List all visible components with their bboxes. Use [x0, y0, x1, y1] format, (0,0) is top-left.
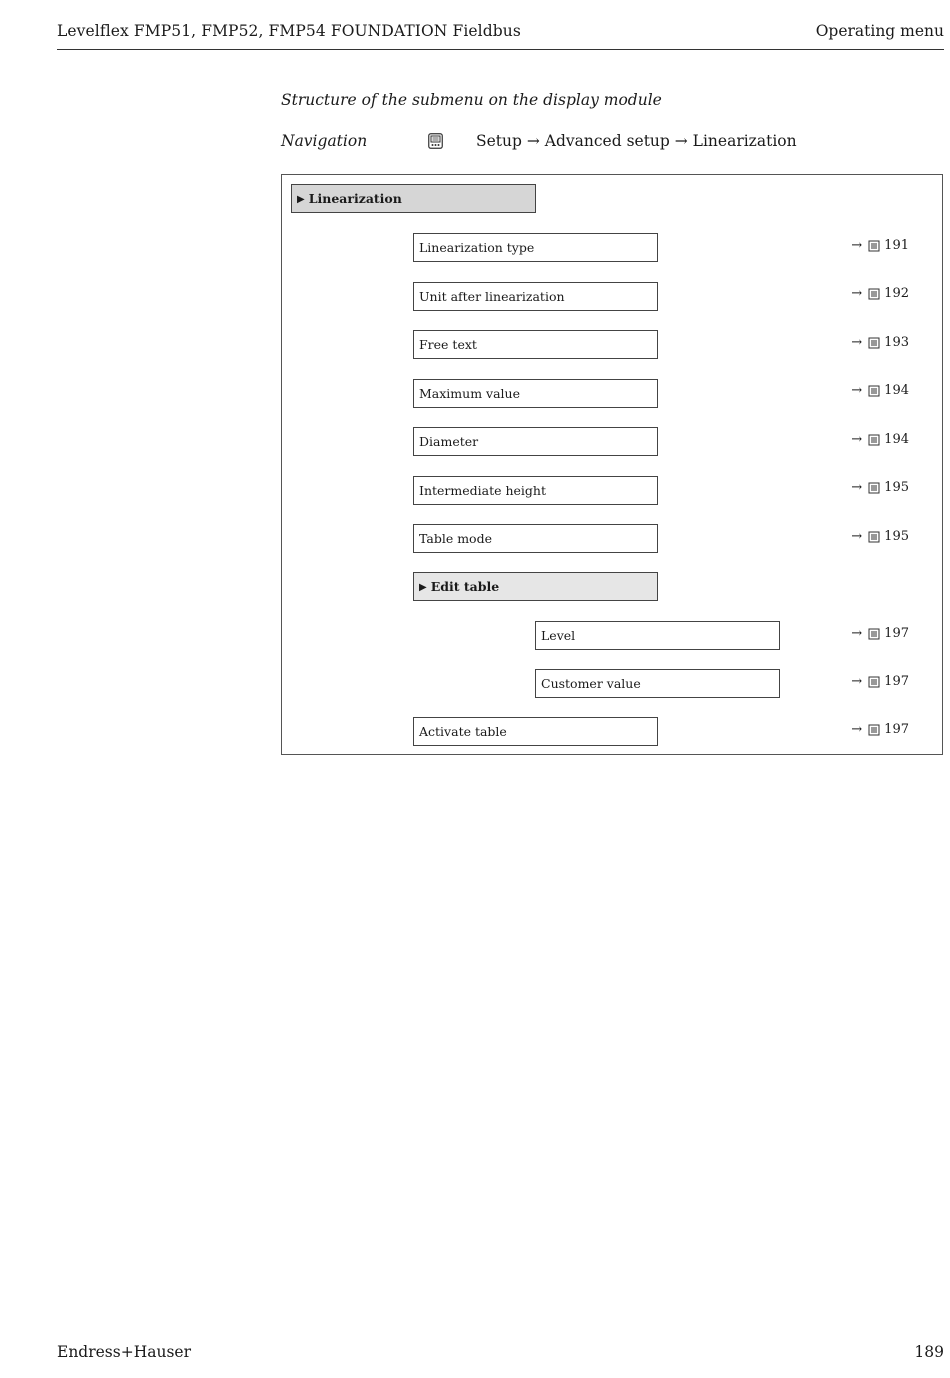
navigation-path: Setup → Advanced setup → Linearization [476, 132, 797, 150]
page-icon [868, 482, 880, 494]
page-number: 197 [884, 626, 909, 641]
param-level: Level [535, 621, 780, 650]
page-number: 193 [884, 335, 909, 350]
submenu-linearization [291, 184, 536, 213]
page-icon [868, 628, 880, 640]
param-maximum-value: Maximum value [413, 379, 658, 408]
page-icon [868, 385, 880, 397]
page-icon [868, 240, 880, 252]
param-diameter: Diameter [413, 427, 658, 456]
arrow-right-icon: → [851, 626, 863, 641]
page-reference [851, 626, 909, 642]
page-reference [851, 238, 909, 254]
page-reference [851, 432, 909, 448]
arrow-right-icon: → [851, 238, 863, 253]
navigation-label: Navigation [281, 132, 368, 150]
header-title: Levelflex FMP51, FMP52, FMP54 FOUNDATION Fieldbus [57, 22, 521, 40]
display-module-icon [428, 133, 443, 149]
arrow-right-icon: → [851, 529, 863, 544]
header-section: Operating menu [815, 22, 944, 40]
page-icon [868, 676, 880, 688]
triangle-right-icon: ▶ [419, 582, 427, 593]
page-number: 192 [884, 286, 909, 301]
page-icon [868, 724, 880, 736]
submenu-edit-table [413, 572, 658, 601]
page-icon [868, 531, 880, 543]
menu-structure-frame [281, 174, 943, 755]
arrow-right-icon: → [851, 480, 863, 495]
page-number: 191 [884, 238, 909, 253]
arrow-right-icon: → [851, 674, 863, 689]
triangle-right-icon: ▶ [297, 194, 305, 205]
page-reference [851, 335, 909, 351]
page-number: 197 [884, 674, 909, 689]
param-intermediate-height: Intermediate height [413, 476, 658, 505]
param-unit-after-linearization: Unit after linearization [413, 282, 658, 311]
arrow-right-icon: → [851, 335, 863, 350]
page-reference [851, 674, 909, 690]
page-reference [851, 529, 909, 545]
param-activate-table: Activate table [413, 717, 658, 746]
page-number: 197 [884, 722, 909, 737]
param-linearization-type: Linearization type [413, 233, 658, 262]
arrow-right-icon: → [851, 383, 863, 398]
page-reference [851, 286, 909, 302]
page-number: 194 [884, 432, 909, 447]
section-title: Structure of the submenu on the display module [281, 91, 662, 109]
page-number: 195 [884, 529, 909, 544]
page-reference [851, 480, 909, 496]
page-reference [851, 383, 909, 399]
page-icon [868, 434, 880, 446]
param-table-mode: Table mode [413, 524, 658, 553]
submenu-label: Linearization [308, 191, 402, 206]
param-free-text: Free text [413, 330, 658, 359]
page-number: 194 [884, 383, 909, 398]
param-customer-value: Customer value [535, 669, 780, 698]
page-icon [868, 288, 880, 300]
page-icon [868, 337, 880, 349]
footer-page-number: 189 [914, 1343, 944, 1361]
arrow-right-icon: → [851, 286, 863, 301]
submenu-label: Edit table [430, 579, 500, 594]
arrow-right-icon: → [851, 722, 863, 737]
arrow-right-icon: → [851, 432, 863, 447]
footer-company: Endress+Hauser [57, 1343, 191, 1361]
header-divider [57, 49, 944, 50]
page-number: 195 [884, 480, 909, 495]
page-reference [851, 722, 909, 738]
